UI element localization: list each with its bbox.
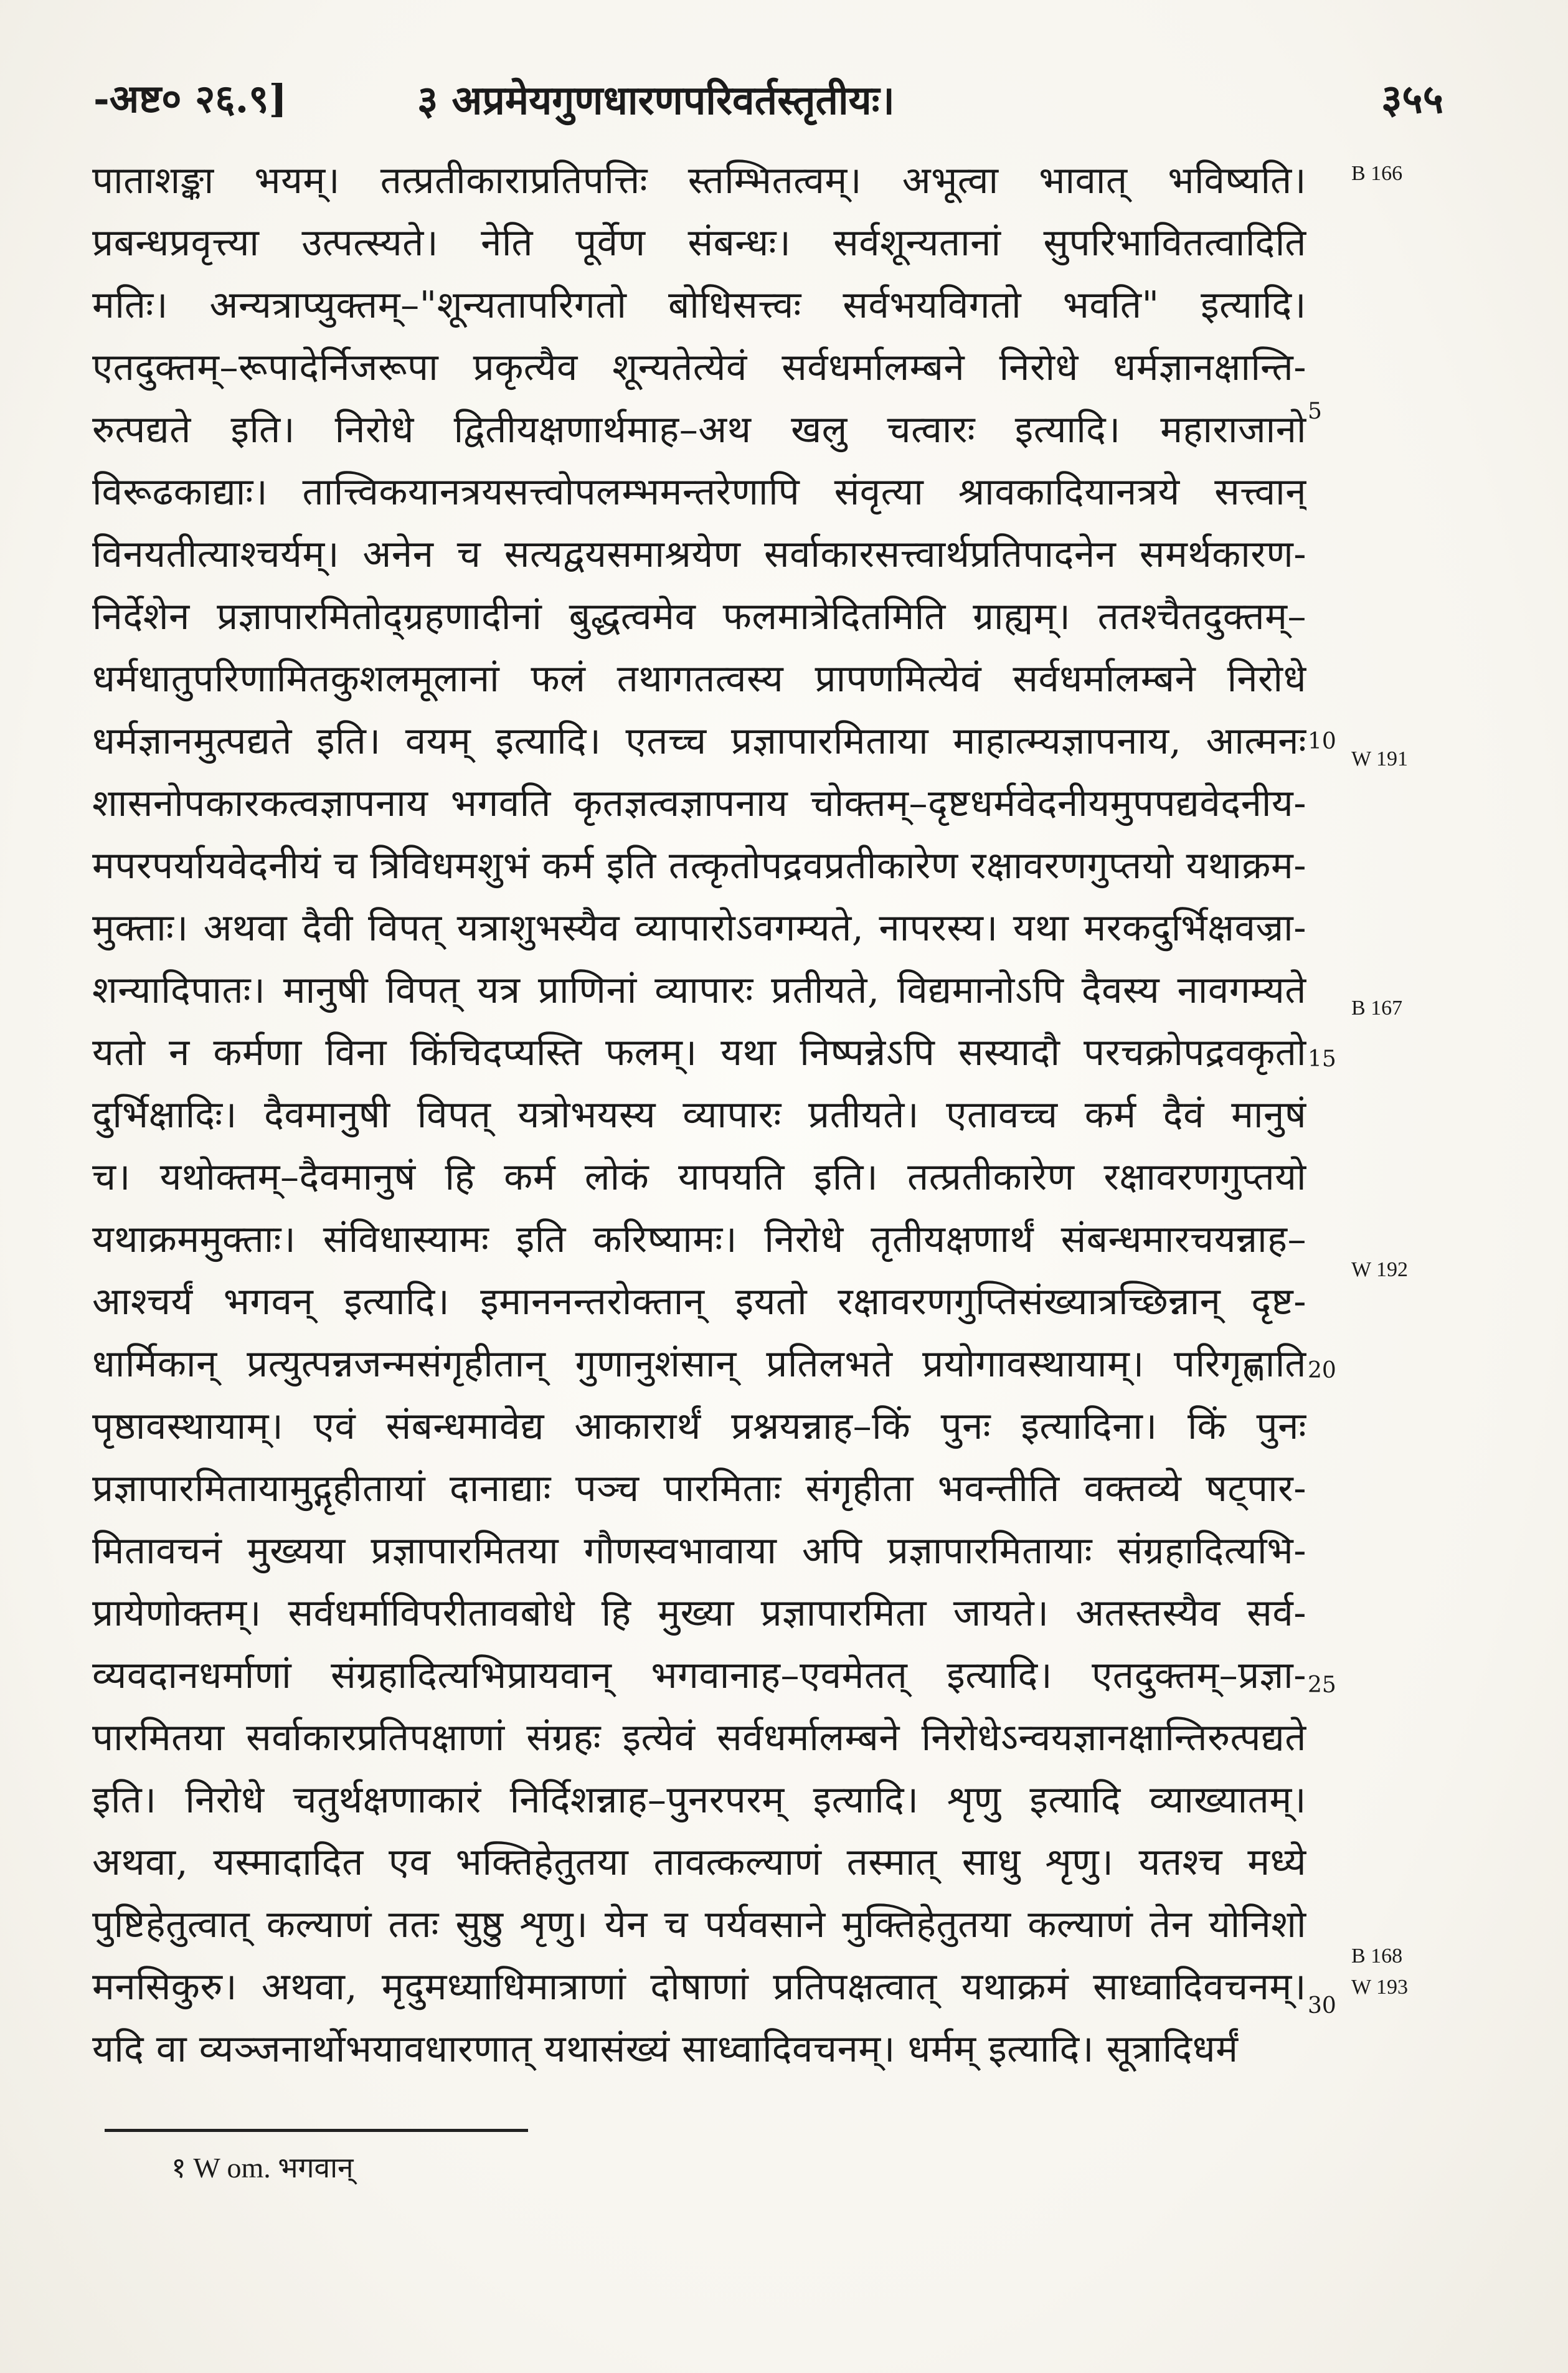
- text-line: मुक्ताः। अथवा दैवी विपत् यत्राशुभस्यैव व्यापारोऽवगम्यते, नापरस्य। यथा मरकदुर्भिक्षवज्रा-: [92, 906, 1306, 950]
- body-text: [92, 149, 1306, 2080]
- margin-ref: B 166: [1351, 162, 1403, 185]
- text-line: च। यथोक्तम्–दैवमानुषं हि कर्म लोकं यापयति इति। तत्प्रतीकारेण रक्षावरणगुप्तयो: [92, 1155, 1306, 1199]
- text-line: यतो न कर्मणा विना किंचिदप्यस्ति फलम्। यथा निष्पन्नेऽपि सस्यादौ परचक्रोपद्रवकृतो: [92, 1031, 1306, 1074]
- text-line: यथाक्रममुक्ताः। संविधास्यामः इति करिष्यामः। निरोधे तृतीयक्षणार्थं संबन्धमारचयन्नाह–: [92, 1218, 1306, 1261]
- margin-ref: W 191: [1351, 747, 1408, 770]
- margin-ref: W 193: [1351, 1976, 1408, 1999]
- text-line: आश्चर्यं भगवन् इत्यादि। इमाननन्तरोक्तान् इयतो रक्षावरणगुप्तिसंख्यात्रच्छिन्नान् दृष्ट-: [92, 1280, 1306, 1324]
- running-title: ३ अप्रमेयगुणधारणपरिवर्तस्तृतीयः।: [417, 77, 895, 124]
- text-line: धर्मधातुपरिणामितकुशलमूलानां फलं तथागतत्वस्य प्रापणमित्येवं सर्वधर्मालम्बने निरोधे: [92, 657, 1306, 701]
- text-line: शन्यादिपातः। मानुषी विपत् यत्र प्राणिनां व्यापारः प्रतीयते, विद्यमानोऽपि दैवस्य नावगम्यते: [92, 969, 1306, 1012]
- margin-ref: B 167: [1351, 997, 1403, 1020]
- text-line: यदि वा व्यञ्जनार्थोभयावधारणात् यथासंख्यं साध्वादिवचनम्। धर्मम् इत्यादि। सूत्रादिधर्मं: [92, 2027, 1239, 2071]
- margin-ref: W 192: [1351, 1258, 1408, 1281]
- running-header: [93, 65, 1443, 134]
- page-number: ३५५: [1381, 76, 1443, 123]
- text-line: मनसिकुरु। अथवा, मृदुमध्याधिमात्राणां दोषाणां प्रतिपक्षत्वात् यथाक्रमं साध्वादिवचनम्।: [92, 1965, 1306, 2009]
- line-number: 5: [1308, 399, 1322, 424]
- text-line: इति। निरोधे चतुर्थक्षणाकारं निर्दिशन्नाह–पुनरपरम् इत्यादि। शृणु इत्यादि व्याख्यातम्।: [92, 1778, 1306, 1822]
- text-line: मपरपर्यायवेदनीयं च त्रिविधमशुभं कर्म इति तत्कृतोपद्रवप्रतीकारेण रक्षावरणगुप्तयो यथाक्रम-: [92, 844, 1306, 888]
- text-line: पारमितया सर्वाकारप्रतिपक्षाणां संग्रहः इत्येवं सर्वधर्मालम्बने निरोधेऽन्वयज्ञानक्षान्तिरुत्पद्यते: [92, 1716, 1306, 1760]
- text-line: निर्देशेन प्रज्ञापारमितोद्ग्रहणादीनां बुद्धत्वमेव फलमात्रेदितमिति ग्राह्यम्। ततश्चैतदुक्तम्–: [92, 595, 1306, 638]
- line-number: 15: [1308, 1046, 1336, 1072]
- footnote-divider: [105, 2129, 528, 2132]
- footnote: १ W om. भगवान्: [171, 2152, 354, 2184]
- text-line: प्रज्ञापारमितायामुद्गृहीतायां दानाद्याः पञ्च पारमिताः संगृहीता भवन्तीति वक्तव्ये षट्पार-: [92, 1467, 1306, 1510]
- text-line: विरूढकाद्याः। तात्त्विकयानत्रयसत्त्वोपलम्भमन्तरेणापि संवृत्या श्रावकादियानत्रये सत्त्वान्: [92, 470, 1306, 514]
- line-number: 10: [1308, 729, 1336, 754]
- chapter-reference: -अष्ट० २६.९]: [93, 76, 287, 121]
- text-line: प्रबन्धप्रवृत्त्या उत्पत्स्यते। नेति पूर्वेण संबन्धः। सर्वशून्यतानां सुपरिभावितत्वादिति: [92, 221, 1306, 265]
- line-number: 30: [1308, 1993, 1336, 2019]
- text-line: मतिः। अन्यत्राप्युक्तम्–"शून्यतापरिगतो बोधिसत्त्वः सर्वभयविगतो भवति" इत्यादि।: [92, 283, 1306, 327]
- text-line: पृष्ठावस्थायाम्। एवं संबन्धमावेद्य आकारार्थं प्रश्नयन्नाह–किं पुनः इत्यादिना। किं पुनः: [92, 1404, 1306, 1448]
- text-line: पाताशङ्का भयम्। तत्प्रतीकाराप्रतिपत्तिः स्तम्भितत्वम्। अभूत्वा भावात् भविष्यति।: [92, 159, 1306, 202]
- text-line: विनयतीत्याश्चर्यम्। अनेन च सत्यद्वयसमाश्रयेण सर्वाकारसत्त्वार्थप्रतिपादनेन समर्थकारण-: [92, 533, 1306, 576]
- text-line: व्यवदानधर्माणां संग्रहादित्यभिप्रायवान् भगवानाह–एवमेतत् इत्यादि। एतदुक्तम्–प्रज्ञा-: [92, 1654, 1306, 1697]
- text-line: धर्मज्ञानमुत्पद्यते इति। वयम् इत्यादि। एतच्च प्रज्ञापारमिताया माहात्म्यज्ञापनाय, आत्मनः: [92, 719, 1306, 763]
- text-line: दुर्भिक्षादिः। दैवमानुषी विपत् यत्रोभयस्य व्यापारः प्रतीयते। एतावच्च कर्म दैवं मानुषं: [92, 1093, 1306, 1137]
- text-line: धार्मिकान् प्रत्युत्पन्नजन्मसंगृहीतान् गुणानुशंसान् प्रतिलभते प्रयोगावस्थायाम्। परिगृह्णाति: [92, 1342, 1306, 1386]
- text-line: प्रायेणोक्तम्। सर्वधर्माविपरीतावबोधे हि मुख्या प्रज्ञापारमिता जायते। अतस्तस्यैव सर्व-: [92, 1591, 1306, 1635]
- text-line: अथवा, यस्मादादित एव भक्तिहेतुतया तावत्कल्याणं तस्मात् साधु शृणु। यतश्च मध्ये: [92, 1840, 1306, 1884]
- line-number: 25: [1308, 1672, 1336, 1698]
- text-line: रुत्पद्यते इति। निरोधे द्वितीयक्षणार्थमाह–अथ खलु चत्वारः इत्यादि। महाराजानो: [92, 408, 1306, 452]
- margin-ref: B 168: [1351, 1944, 1403, 1968]
- line-number: 20: [1308, 1358, 1336, 1383]
- text-line: शासनोपकारकत्वज्ञापनाय भगवति कृतज्ञत्वज्ञापनाय चोक्तम्–दृष्टधर्मवेदनीयमुपपद्यवेदनीय-: [92, 782, 1306, 825]
- text-line: एतदुक्तम्–रूपादेर्निजरूपा प्रकृत्यैव शून्यतेत्येवं सर्वधर्मालम्बने निरोधे धर्मज्ञानक्षान्ति-: [92, 346, 1306, 389]
- text-line: मितावचनं मुख्यया प्रज्ञापारमितया गौणस्वभावाया अपि प्रज्ञापारमितायाः संग्रहादित्यभि-: [92, 1529, 1306, 1573]
- text-line: पुष्टिहेतुत्वात् कल्याणं ततः सुष्ठु शृणु। येन च पर्यवसाने मुक्तिहेतुतया कल्याणं तेन योनिशो: [92, 1903, 1306, 1946]
